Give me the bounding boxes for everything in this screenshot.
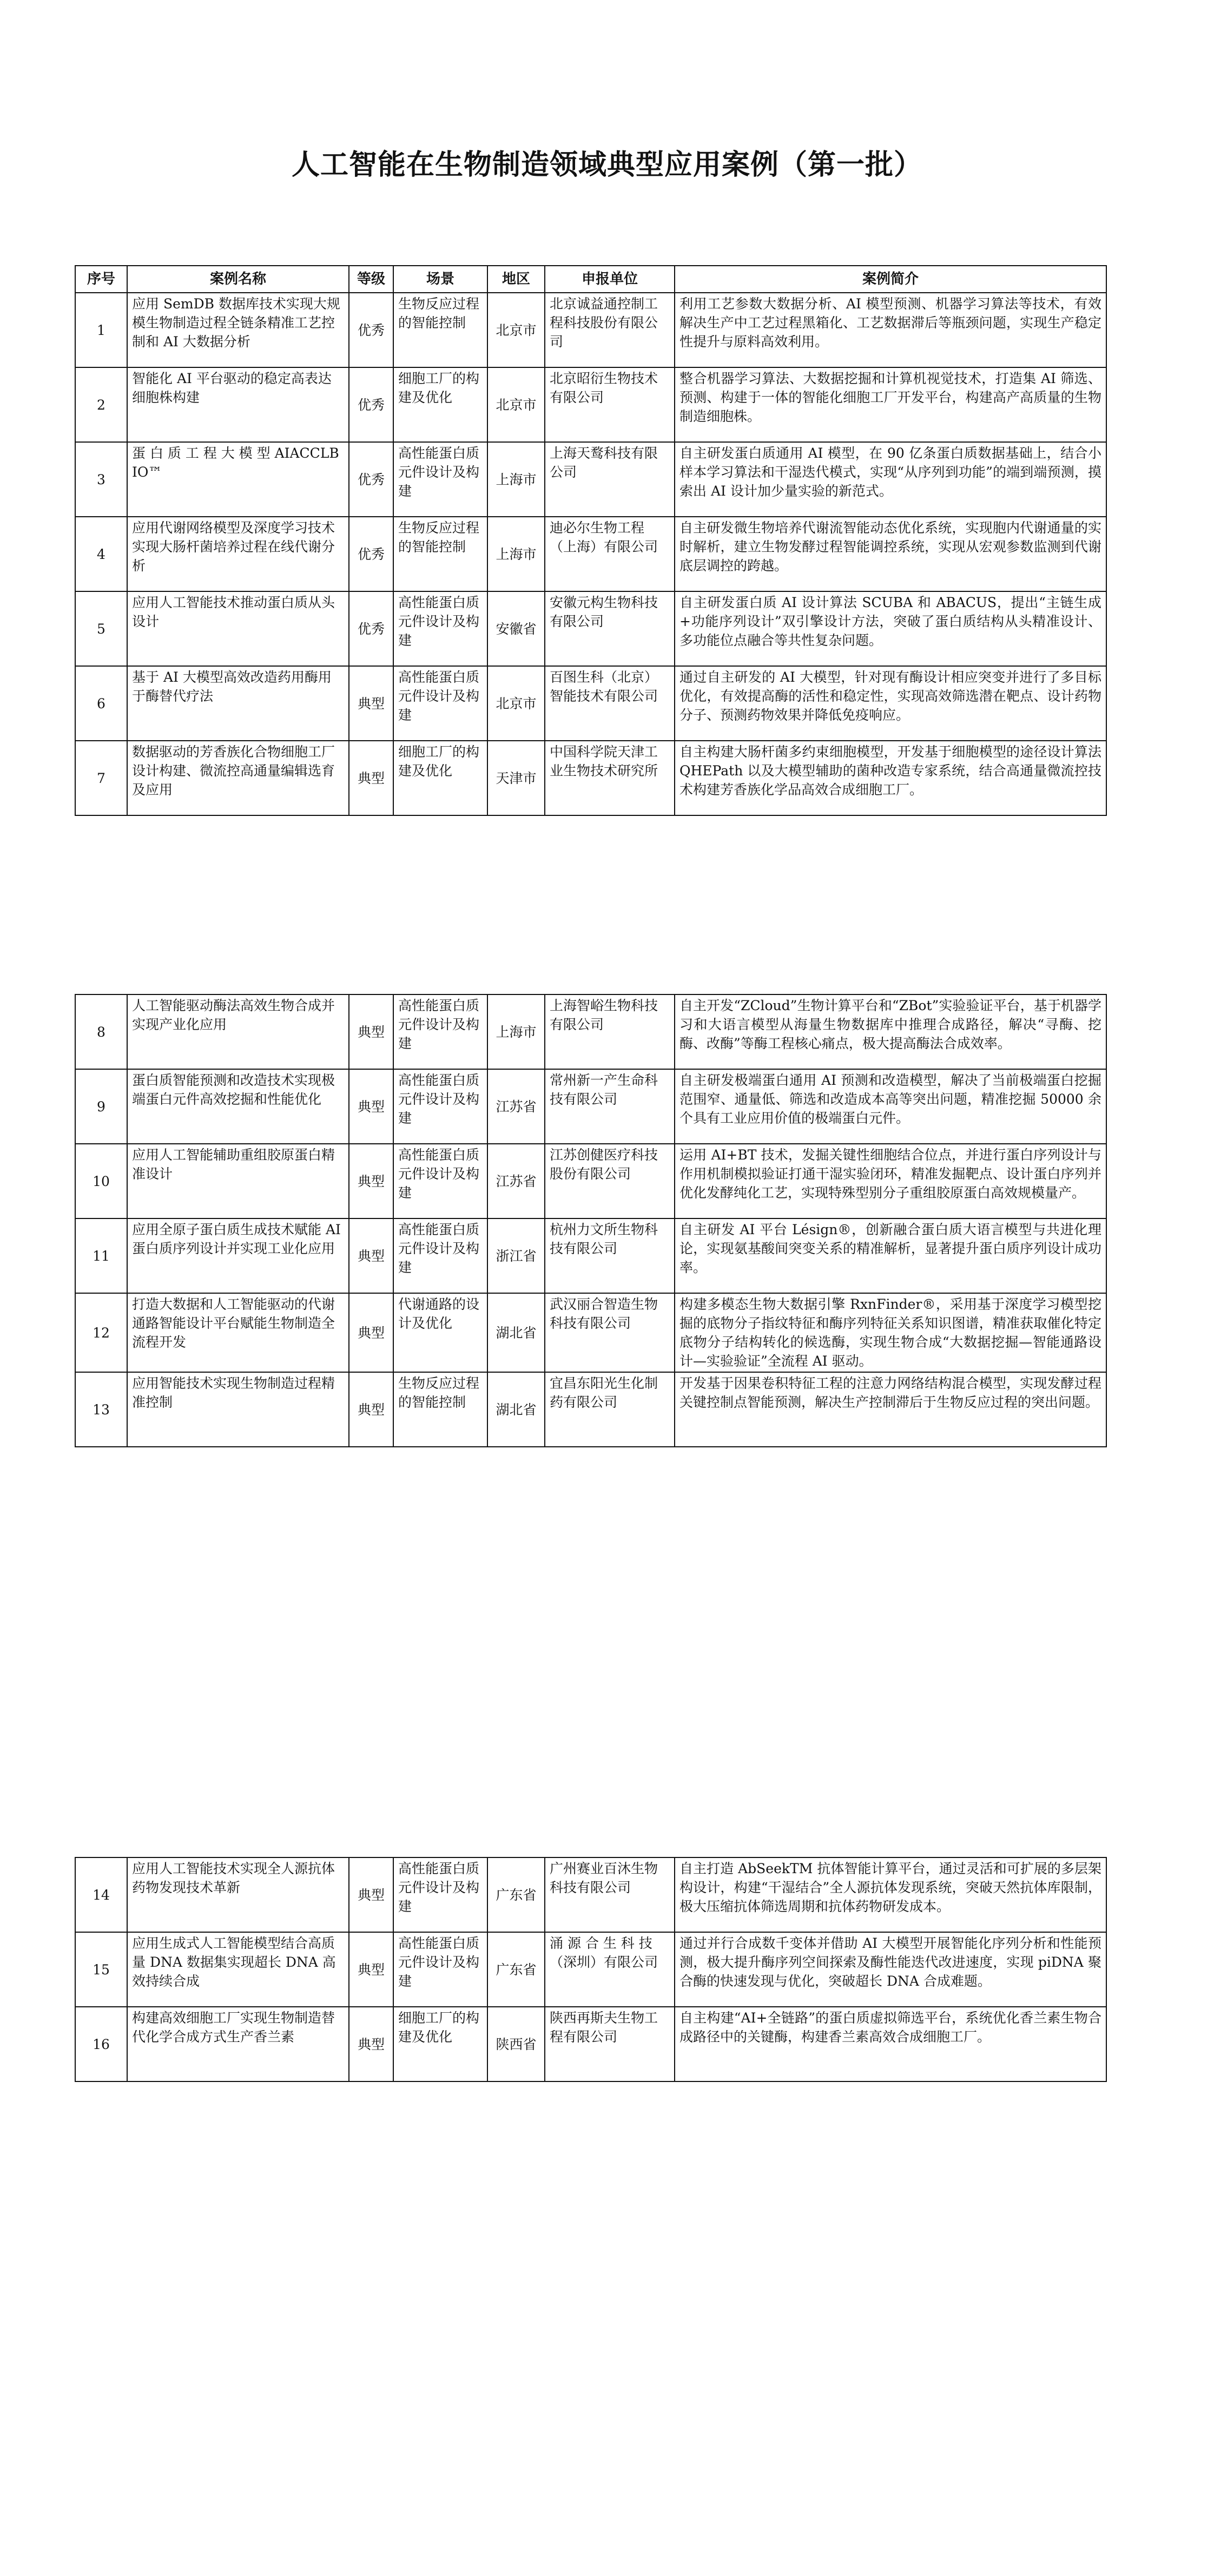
case-number: 4 xyxy=(75,517,127,591)
case-area: 北京市 xyxy=(487,367,545,442)
case-grade: 典型 xyxy=(349,1372,393,1447)
table-header-row xyxy=(75,266,1106,293)
table-row xyxy=(75,1857,1106,1932)
case-grade: 典型 xyxy=(349,994,393,1069)
page-title: 人工智能在生物制造领域典型应用案例（第一批） xyxy=(291,149,922,181)
case-scene: 生物反应过程的智能控制 xyxy=(393,293,487,367)
case-scene: 代谢通路的设计及优化 xyxy=(393,1293,487,1372)
case-area: 上海市 xyxy=(487,442,545,517)
case-name: 打造大数据和人工智能驱动的代谢通路智能设计平台赋能生物制造全流程开发 xyxy=(127,1293,349,1372)
case-unit: 北京诚益通控制工程科技股份有限公司 xyxy=(545,293,675,367)
case-number: 15 xyxy=(75,1932,127,2007)
case-area: 上海市 xyxy=(487,517,545,591)
table-row xyxy=(75,2007,1106,2081)
case-name: 数据驱动的芳香族化合物细胞工厂设计构建、微流控高通量编辑选育及应用 xyxy=(127,741,349,815)
case-unit: 常州新一产生命科技有限公司 xyxy=(545,1069,675,1144)
table-row xyxy=(75,293,1106,367)
case-unit: 上海智峪生物科技有限公司 xyxy=(545,994,675,1069)
case-name: 基于 AI 大模型高效改造药用酶用于酶替代疗法 xyxy=(127,666,349,741)
case-name: 人工智能驱动酶法高效生物合成并实现产业化应用 xyxy=(127,994,349,1069)
case-scene: 高性能蛋白质元件设计及构建 xyxy=(393,1932,487,2007)
case-area: 上海市 xyxy=(487,994,545,1069)
case-grade: 典型 xyxy=(349,1932,393,2007)
case-grade: 典型 xyxy=(349,1069,393,1144)
case-scene: 高性能蛋白质元件设计及构建 xyxy=(393,1144,487,1218)
case-unit: 杭州力文所生物科技有限公司 xyxy=(545,1218,675,1293)
case-area: 浙江省 xyxy=(487,1218,545,1293)
case-unit: 上海天鹜科技有限公司 xyxy=(545,442,675,517)
case-scene: 高性能蛋白质元件设计及构建 xyxy=(393,666,487,741)
case-description: 开发基于因果卷积特征工程的注意力网络结构混合模型，实现发酵过程关键控制点智能预测，解决生产控制滞后于生物反应过程的突出问题。 xyxy=(675,1372,1106,1447)
case-scene: 生物反应过程的智能控制 xyxy=(393,1372,487,1447)
case-name: 蛋白质智能预测和改造技术实现极端蛋白元件高效挖掘和性能优化 xyxy=(127,1069,349,1144)
case-scene: 高性能蛋白质元件设计及构建 xyxy=(393,994,487,1069)
table-row xyxy=(75,1932,1106,2007)
case-area: 广东省 xyxy=(487,1857,545,1932)
case-unit: 广州赛业百沐生物科技有限公司 xyxy=(545,1857,675,1932)
case-description: 自主构建“AI+全链路”的蛋白质虚拟筛选平台，系统优化香兰素生物合成路径中的关键酶，构建香兰素高效合成细胞工厂。 xyxy=(675,2007,1106,2081)
header-unit: 申报单位 xyxy=(545,266,675,293)
case-name: 应用人工智能技术推动蛋白质从头设计 xyxy=(127,591,349,666)
case-number: 3 xyxy=(75,442,127,517)
case-number: 7 xyxy=(75,741,127,815)
case-grade: 优秀 xyxy=(349,591,393,666)
case-scene: 高性能蛋白质元件设计及构建 xyxy=(393,1857,487,1932)
case-number: 9 xyxy=(75,1069,127,1144)
case-area: 江苏省 xyxy=(487,1069,545,1144)
case-unit: 宜昌东阳光生化制药有限公司 xyxy=(545,1372,675,1447)
case-description: 自主研发极端蛋白通用 AI 预测和改造模型，解决了当前极端蛋白挖掘范围窄、通量低、筛选和改造成本高等突出问题，精准挖掘 50000 余个具有工业应用价值的极端蛋白元件。 xyxy=(675,1069,1106,1144)
case-grade: 典型 xyxy=(349,1293,393,1372)
case-number: 13 xyxy=(75,1372,127,1447)
case-unit: 中国科学院天津工业生物技术研究所 xyxy=(545,741,675,815)
case-table-part-2 xyxy=(75,994,1107,1447)
table-row xyxy=(75,1218,1106,1293)
case-description: 自主研发 AI 平台 Lésign®，创新融合蛋白质大语言模型与共进化理论，实现氨基酸间突变关系的精准解析，显著提升蛋白质序列设计成功率。 xyxy=(675,1218,1106,1293)
table-row xyxy=(75,442,1106,517)
table-row xyxy=(75,994,1106,1069)
header-name: 案例名称 xyxy=(127,266,349,293)
case-description: 构建多模态生物大数据引擎 RxnFinder®，采用基于深度学习模型挖掘的底物分子指纹特征和酶序列特征关系知识图谱，精准获取催化特定底物分子结构转化的候选酶，实现生物合成“大数据挖掘—智能通路设计—实验验证”全流程 AI 驱动。 xyxy=(675,1293,1106,1372)
case-name: 应用生成式人工智能模型结合高质量 DNA 数据集实现超长 DNA 高效持续合成 xyxy=(127,1932,349,2007)
case-name: 应用代谢网络模型及深度学习技术实现大肠杆菌培养过程在线代谢分析 xyxy=(127,517,349,591)
table-row xyxy=(75,1144,1106,1218)
case-name: 智能化 AI 平台驱动的稳定高表达细胞株构建 xyxy=(127,367,349,442)
case-grade: 典型 xyxy=(349,2007,393,2081)
header-scene: 场景 xyxy=(393,266,487,293)
case-description: 通过自主研发的 AI 大模型，针对现有酶设计相应突变并进行了多目标优化，有效提高酶的活性和稳定性，实现高效筛选潜在靶点、设计药物分子、预测药物效果并降低免疫响应。 xyxy=(675,666,1106,741)
case-table-part-1 xyxy=(75,265,1107,816)
case-scene: 细胞工厂的构建及优化 xyxy=(393,2007,487,2081)
case-grade: 优秀 xyxy=(349,367,393,442)
header-area: 地区 xyxy=(487,266,545,293)
case-name: 应用人工智能技术实现全人源抗体药物发现技术革新 xyxy=(127,1857,349,1932)
case-description: 自主开发“ZCloud”生物计算平台和“ZBot”实验验证平台，基于机器学习和大语言模型从海量生物数据库中推理合成路径，解决“寻酶、挖酶、改酶”等酶工程核心痛点，极大提高酶法合成效率。 xyxy=(675,994,1106,1069)
case-unit: 北京昭衍生物技术有限公司 xyxy=(545,367,675,442)
table-row xyxy=(75,1372,1106,1447)
case-description: 整合机器学习算法、大数据挖掘和计算机视觉技术，打造集 AI 筛选、预测、构建于一体的智能化细胞工厂开发平台，构建高产高质量的生物制造细胞株。 xyxy=(675,367,1106,442)
case-area: 江苏省 xyxy=(487,1144,545,1218)
case-grade: 优秀 xyxy=(349,442,393,517)
table-row xyxy=(75,367,1106,442)
case-number: 16 xyxy=(75,2007,127,2081)
case-grade: 典型 xyxy=(349,1857,393,1932)
case-area: 北京市 xyxy=(487,666,545,741)
table-row xyxy=(75,741,1106,815)
case-description: 运用 AI+BT 技术，发掘关键性细胞结合位点，并进行蛋白序列设计与作用机制模拟验证打通干湿实验闭环，精准发掘靶点、设计蛋白序列并优化发酵纯化工艺，实现特殊型别分子重组胶原蛋白高效规模量产。 xyxy=(675,1144,1106,1218)
header-no: 序号 xyxy=(75,266,127,293)
case-scene: 高性能蛋白质元件设计及构建 xyxy=(393,591,487,666)
case-number: 10 xyxy=(75,1144,127,1218)
case-name: 应用全原子蛋白质生成技术赋能 AI 蛋白质序列设计并实现工业化应用 xyxy=(127,1218,349,1293)
case-number: 8 xyxy=(75,994,127,1069)
case-table-part-3 xyxy=(75,1857,1107,2082)
case-scene: 高性能蛋白质元件设计及构建 xyxy=(393,1218,487,1293)
case-name: 应用智能技术实现生物制造过程精准控制 xyxy=(127,1372,349,1447)
table-row xyxy=(75,591,1106,666)
case-grade: 典型 xyxy=(349,666,393,741)
case-grade: 典型 xyxy=(349,741,393,815)
case-number: 14 xyxy=(75,1857,127,1932)
case-unit: 迪必尔生物工程（上海）有限公司 xyxy=(545,517,675,591)
case-scene: 细胞工厂的构建及优化 xyxy=(393,367,487,442)
case-area: 安徽省 xyxy=(487,591,545,666)
case-description: 自主研发蛋白质通用 AI 模型，在 90 亿条蛋白质数据基础上，结合小样本学习算法和干湿迭代模式，实现“从序列到功能”的端到端预测，摸索出 AI 设计加少量实验的新范式。 xyxy=(675,442,1106,517)
case-number: 6 xyxy=(75,666,127,741)
case-grade: 典型 xyxy=(349,1218,393,1293)
case-unit: 涌 源 合 生 科 技（深圳）有限公司 xyxy=(545,1932,675,2007)
case-number: 5 xyxy=(75,591,127,666)
table-row xyxy=(75,517,1106,591)
case-name: 蛋 白 质 工 程 大 模 型 AIACCLBIO™ xyxy=(127,442,349,517)
case-unit: 百图生科（北京）智能技术有限公司 xyxy=(545,666,675,741)
case-area: 湖北省 xyxy=(487,1293,545,1372)
case-name: 应用 SemDB 数据库技术实现大规模生物制造过程全链条精准工艺控制和 AI 大数据分析 xyxy=(127,293,349,367)
header-grade: 等级 xyxy=(349,266,393,293)
case-scene: 高性能蛋白质元件设计及构建 xyxy=(393,1069,487,1144)
table-row xyxy=(75,666,1106,741)
case-description: 自主研发微生物培养代谢流智能动态优化系统，实现胞内代谢通量的实时解析，建立生物发酵过程智能调控系统，实现从宏观参数监测到代谢底层调控的跨越。 xyxy=(675,517,1106,591)
case-unit: 陕西再斯夫生物工程有限公司 xyxy=(545,2007,675,2081)
case-area: 天津市 xyxy=(487,741,545,815)
case-scene: 高性能蛋白质元件设计及构建 xyxy=(393,442,487,517)
case-name: 应用人工智能辅助重组胶原蛋白精准设计 xyxy=(127,1144,349,1218)
case-number: 12 xyxy=(75,1293,127,1372)
case-area: 广东省 xyxy=(487,1932,545,2007)
case-grade: 优秀 xyxy=(349,293,393,367)
table-row xyxy=(75,1293,1106,1372)
case-unit: 江苏创健医疗科技股份有限公司 xyxy=(545,1144,675,1218)
case-name: 构建高效细胞工厂实现生物制造替代化学合成方式生产香兰素 xyxy=(127,2007,349,2081)
case-scene: 生物反应过程的智能控制 xyxy=(393,517,487,591)
case-description: 通过并行合成数千变体并借助 AI 大模型开展智能化序列分析和性能预测，极大提升酶序列空间探索及酶性能迭代改进速度，实现 piDNA 聚合酶的快速发现与优化，突破超长 DNA 合成难题。 xyxy=(675,1932,1106,2007)
case-description: 利用工艺参数大数据分析、AI 模型预测、机器学习算法等技术，有效解决生产中工艺过程黑箱化、工艺数据滞后等瓶颈问题，实现生产稳定性提升与原料高效利用。 xyxy=(675,293,1106,367)
case-unit: 武汉丽合智造生物科技有限公司 xyxy=(545,1293,675,1372)
case-area: 北京市 xyxy=(487,293,545,367)
case-unit: 安徽元构生物科技有限公司 xyxy=(545,591,675,666)
case-number: 11 xyxy=(75,1218,127,1293)
case-description: 自主研发蛋白质 AI 设计算法 SCUBA 和 ABACUS，提出“主链生成+功能序列设计”双引擎设计方法，突破了蛋白质结构从头精准设计、多功能位点融合等共性复杂问题。 xyxy=(675,591,1106,666)
case-number: 2 xyxy=(75,367,127,442)
case-number: 1 xyxy=(75,293,127,367)
table-row xyxy=(75,1069,1106,1144)
case-area: 陕西省 xyxy=(487,2007,545,2081)
case-description: 自主构建大肠杆菌多约束细胞模型，开发基于细胞模型的途径设计算法 QHEPath 以及大模型辅助的菌种改造专家系统，结合高通量微流控技术构建芳香族化学品高效合成细胞工厂。 xyxy=(675,741,1106,815)
case-area: 湖北省 xyxy=(487,1372,545,1447)
case-grade: 优秀 xyxy=(349,517,393,591)
header-desc: 案例简介 xyxy=(675,266,1106,293)
case-scene: 细胞工厂的构建及优化 xyxy=(393,741,487,815)
case-description: 自主打造 AbSeekTM 抗体智能计算平台，通过灵活和可扩展的多层架构设计，构建“干湿结合”全人源抗体发现系统，突破天然抗体库限制，极大压缩抗体筛选周期和抗体药物研发成本。 xyxy=(675,1857,1106,1932)
case-grade: 典型 xyxy=(349,1144,393,1218)
